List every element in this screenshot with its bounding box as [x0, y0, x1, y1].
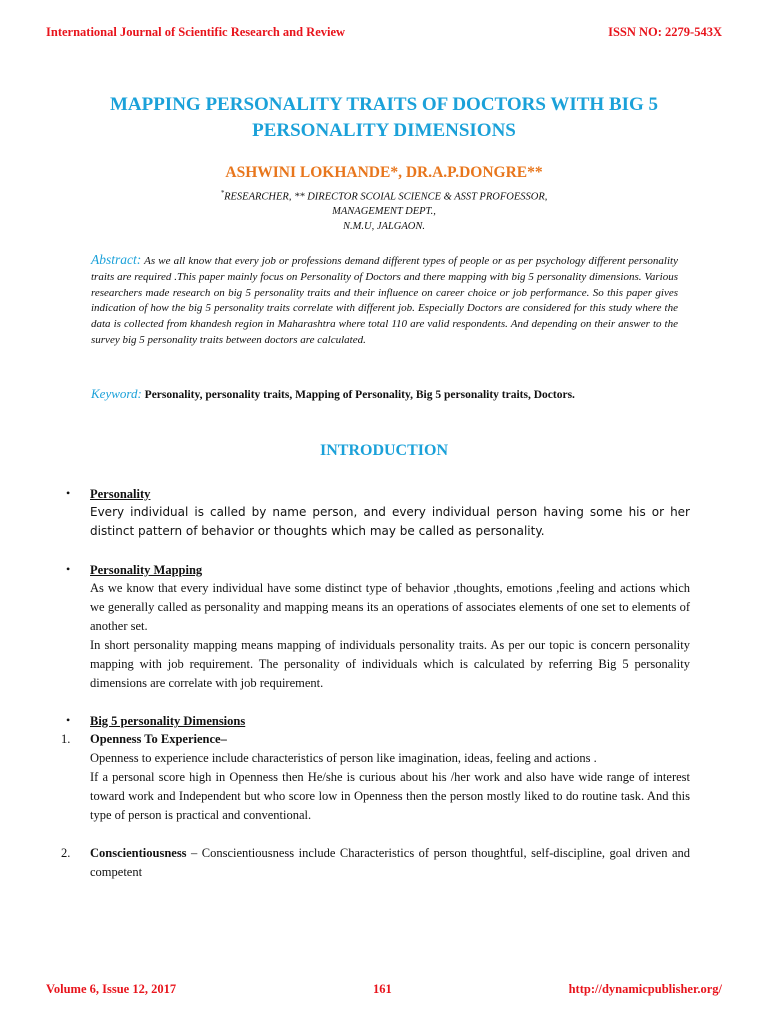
keywords-text: Personality, personality traits, Mapping of Personality, Big 5 personality traits, Doctors.: [144, 389, 575, 401]
abstract: [91, 252, 678, 349]
abstract-text: As we all know that every job or professions demand different types of people or as per psychology different personality traits are required .This paper mainly focus on Personality of Doctors and there mapping with big 5 personality dimensions. Various researchers made research on big 5 personality traits and their influence on career choice or job performance. So this paper gives indication of how the big 5 personality traits correlate with different job. Especially Doctors are considered for this study where the data is collected from khandesh region in Maharashtra where total 110 are valid respondents. And depending on their answer to the survey big 5 personality traits between doctors are calculated.: [91, 255, 678, 346]
footer-page-number: 161: [373, 982, 392, 996]
author-names: ASHWINI LOKHANDE*, DR.A.P.DONGRE**: [225, 164, 543, 181]
big5-title: Big 5 personality Dimensions: [90, 714, 246, 728]
item-number: 1.: [61, 732, 71, 746]
issn-number: ISSN NO: 2279-543X: [608, 25, 722, 39]
abstract-label: Abstract:: [91, 252, 142, 267]
personality-mapping-text: [90, 579, 690, 693]
section-heading-introduction: INTRODUCTION: [319, 442, 448, 459]
keywords: [91, 386, 691, 402]
openness-paragraph-1: Openness to experience include characteristics of person like imagination, ideas, feeling and actions .: [90, 751, 597, 765]
big5-item-openness: [61, 730, 690, 825]
footer-url-link[interactable]: http://dynamicpublisher.org/: [568, 982, 722, 996]
big5-item-conscientiousness: [61, 844, 691, 882]
bullet-icon: •: [66, 562, 71, 576]
affiliation-star: *: [220, 189, 225, 197]
personality-title: Personality: [90, 487, 151, 501]
openness-text: [90, 749, 690, 825]
section-personality: [66, 486, 690, 541]
affiliation-line-3: N.M.U, JALGAON.: [343, 221, 425, 232]
affiliation-text-1: RESEARCHER, ** DIRECTOR SCOIAL SCIENCE & ASST PROFOESSOR,: [224, 191, 548, 203]
personality-text: Every individual is called by name person, and every individual person having some his or her distinct pattern of behavior or thoughts which may be called as personality.: [90, 505, 690, 538]
journal-name: International Journal of Scientific Research and Review: [46, 25, 346, 39]
section-personality-mapping: [66, 562, 690, 693]
section-big5-dimensions: [61, 713, 691, 882]
keywords-label: Keyword:: [91, 386, 142, 401]
conscientiousness-dash: –: [186, 846, 202, 860]
footer-volume: Volume 6, Issue 12, 2017: [46, 982, 177, 996]
bullet-icon: •: [66, 713, 71, 727]
affiliation-line-2: MANAGEMENT DEPT.,: [332, 206, 436, 217]
openness-title: Openness To Experience–: [90, 732, 227, 746]
conscientiousness-text-block: [90, 844, 690, 882]
mapping-paragraph-2: In short personality mapping means mapping of individuals personality traits. As per our topic is concern personality mapping with job requirement. The personality of individuals which is calculated by referring Big 5 personality dimensions are correlate with job requirement.: [90, 638, 690, 690]
personality-mapping-title: Personality Mapping: [90, 563, 203, 577]
conscientiousness-text: Conscientiousness include Characteristics of person thoughtful, self-discipline, goal driven and competent: [90, 846, 691, 879]
bullet-icon: •: [66, 486, 71, 500]
item-number: 2.: [61, 846, 71, 860]
openness-paragraph-2: If a personal score high in Openness then He/she is curious about his /her work and also have wide range of interest toward work and Independent but who score low in Openness then the person mostly liked to do routine task. And this type of person is practical and conventional.: [90, 770, 690, 822]
affiliation-line-1: [60, 189, 708, 203]
mapping-paragraph-1: As we know that every individual have some distinct type of behavior ,thoughts, emotions ,feeling and actions which we generally called as personality and mapping means its an operations of associates elements of one set to elements of another set.: [90, 581, 690, 633]
conscientiousness-title: Conscientiousness: [90, 846, 187, 860]
paper-title: MAPPING PERSONALITY TRAITS OF DOCTORS WITH BIG 5 PERSONALITY DIMENSIONS: [109, 94, 659, 141]
